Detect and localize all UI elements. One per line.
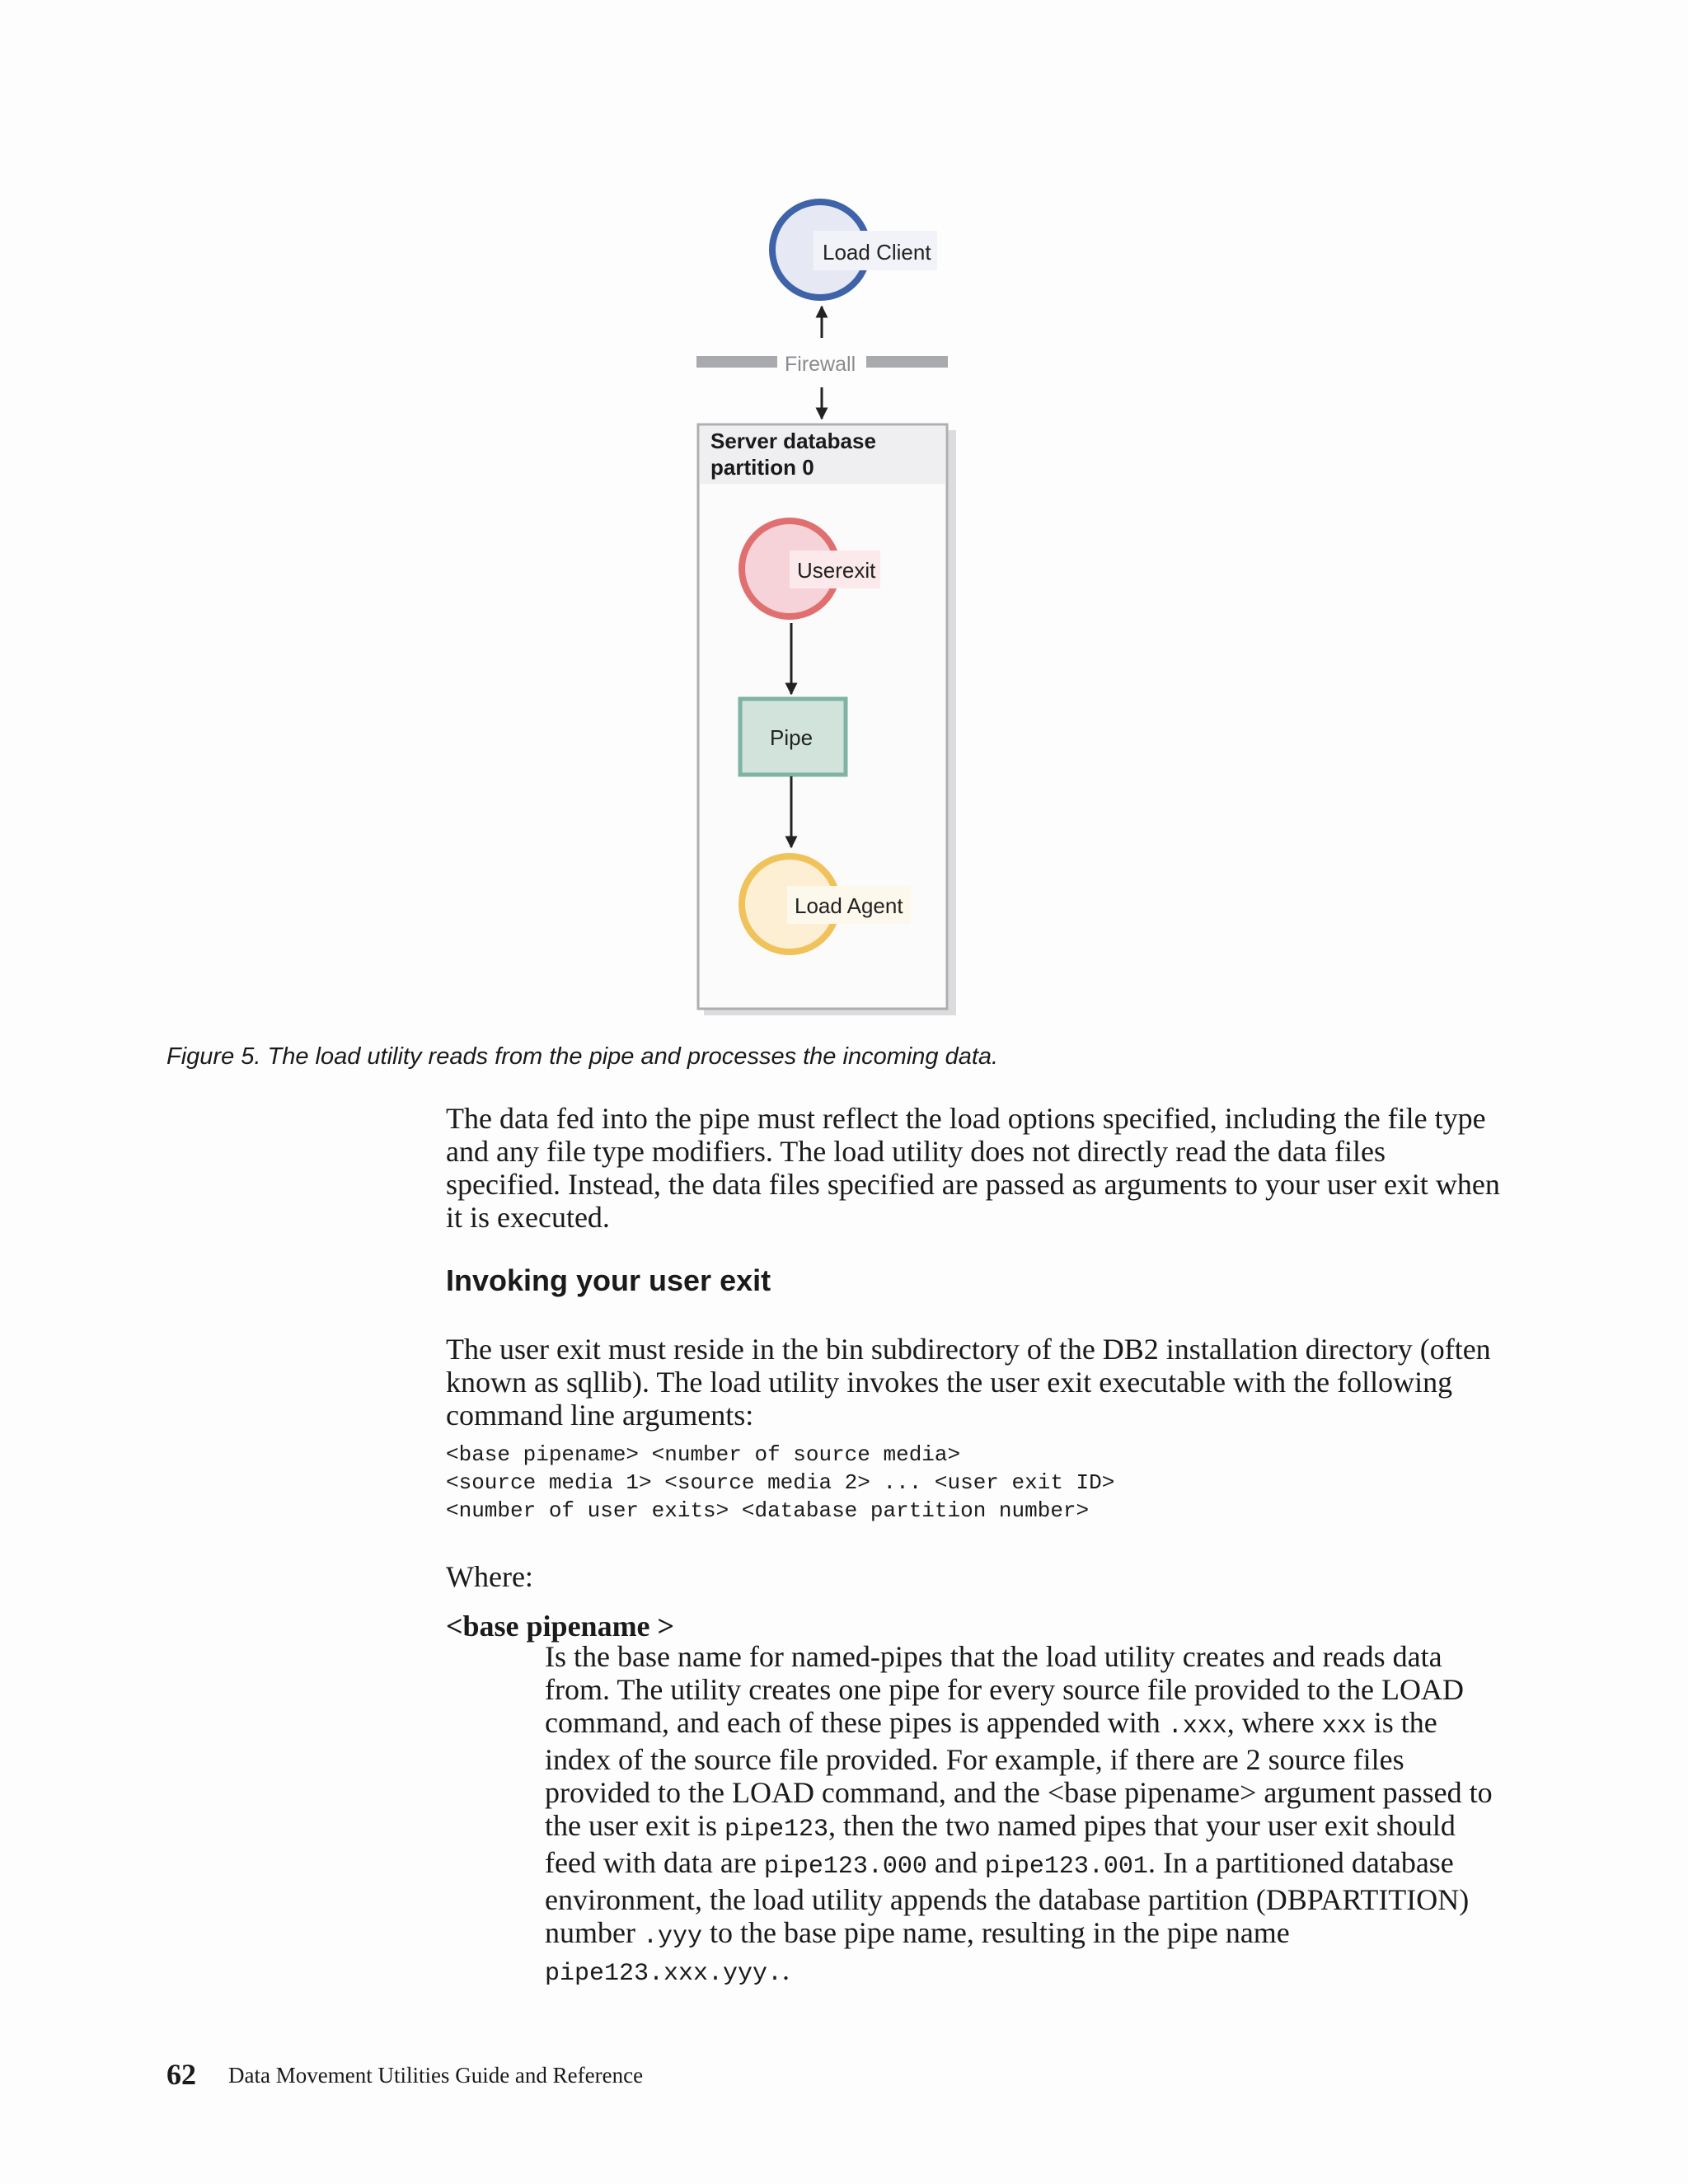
def-code: .xxx xyxy=(1167,1713,1227,1741)
footer-title: Data Movement Utilities Guide and Reference xyxy=(228,2063,644,2088)
def-text: , then the two named pipes that your user exit should feed with data are xyxy=(545,1809,1456,1879)
firewall xyxy=(696,353,948,376)
paragraph-1-text: The data fed into the pipe must reflect the load options specified, including the file type and any file type modifiers. The load utility does not directly read the data files specified. Instead, the data files specified are passed as arguments to your user exit when it is executed. xyxy=(446,1102,1500,1234)
def-code: pipe123 xyxy=(724,1816,828,1844)
def-code: pipe123.000 xyxy=(763,1853,927,1881)
def-code: .yyy xyxy=(642,1923,702,1951)
def-code: pipe123.001 xyxy=(984,1853,1148,1881)
paragraph-1 xyxy=(446,1102,1501,1234)
pipe-label: Pipe xyxy=(770,725,814,750)
code-line: <source media 1> <source media 2> ... <user exit ID> xyxy=(446,1470,1115,1495)
load-utility-diagram xyxy=(0,0,1688,1038)
code-block xyxy=(446,1441,1114,1525)
code-line: <base pipename> <number of source media> xyxy=(446,1442,961,1467)
def-text: and xyxy=(926,1846,985,1879)
figure-caption: Figure 5. The load utility reads from the pipe and processes the incoming data. xyxy=(166,1043,999,1070)
def-text: to the base pipe name, resulting in the pipe name xyxy=(701,1916,1290,1949)
def-text: is the index of the source file provided. For example, if there are 2 source files provided to the LOAD command, and the <base pipename> argument passed to the user exit is xyxy=(545,1706,1493,1842)
page-number: 62 xyxy=(166,2058,196,2091)
userexit-label: Userexit xyxy=(797,558,876,583)
def-code: pipe123.xxx.yyy. xyxy=(545,1960,783,1988)
section-heading: Invoking your user exit xyxy=(446,1263,771,1297)
paragraph-2 xyxy=(446,1333,1501,1432)
firewall-label: Firewall xyxy=(785,353,856,376)
pipe-node xyxy=(740,699,846,775)
def-text: Is the base name for named-pipes that the load utility creates and reads data from. The utility creates one pipe for every source file provided to the LOAD command, and each of these pipes is appended with xyxy=(545,1640,1464,1739)
def-code: xxx xyxy=(1321,1713,1367,1741)
definition-base-pipename xyxy=(545,1640,1493,1990)
def-text: . In a partitioned database environment, the load utility appends the database partition (DBPARTITION) number xyxy=(545,1846,1470,1949)
load-client-label: Load Client xyxy=(823,240,931,265)
server-title-line1: Server database xyxy=(710,429,876,453)
code-line: <number of user exits> <database partition number> xyxy=(446,1498,1090,1523)
def-text: . xyxy=(782,1953,790,1986)
server-title-line2: partition 0 xyxy=(710,455,814,480)
where-label: Where: xyxy=(446,1560,533,1593)
paragraph-2-text: The user exit must reside in the bin subdirectory of the DB2 installation directory (often known as sqllib). The load utility invokes the user exit executable with the following command line arguments: xyxy=(446,1333,1491,1432)
load-client-node xyxy=(772,202,937,298)
load-agent-label: Load Agent xyxy=(795,893,903,918)
term-base-pipename: <base pipename > xyxy=(446,1610,675,1643)
def-text: , where xyxy=(1226,1706,1322,1739)
